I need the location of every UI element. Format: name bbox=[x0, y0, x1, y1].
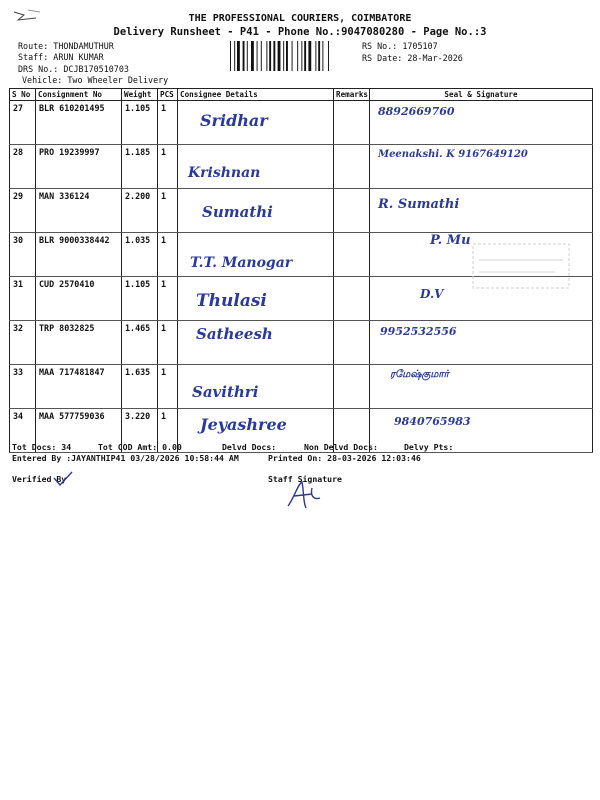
delivery-points: Delvy Pts: bbox=[404, 442, 454, 452]
signature-handwriting: R. Sumathi bbox=[378, 197, 460, 212]
rs-date: RS Date: 28-Mar-2026 bbox=[362, 53, 463, 63]
row-weight: 1.035 bbox=[122, 233, 158, 277]
signature-handwriting: P. Mu bbox=[430, 233, 471, 248]
row-pcs: 1 bbox=[158, 321, 178, 365]
row-weight: 1.465 bbox=[122, 321, 158, 365]
signature-handwriting: 8892669760 bbox=[378, 105, 455, 118]
barcode-bar bbox=[234, 41, 235, 71]
row-remarks bbox=[334, 365, 370, 409]
row-consignment-no: TRP 8032825 bbox=[36, 321, 122, 365]
row-seal-signature bbox=[370, 321, 593, 365]
row-remarks bbox=[334, 277, 370, 321]
row-remarks bbox=[334, 101, 370, 145]
row-sno: 29 bbox=[10, 189, 36, 233]
staff-signature-label: Staff Signature bbox=[268, 474, 342, 484]
runsheet-subtitle: Delivery Runsheet - P41 - Phone No.:9047080280 - Page No.:3 bbox=[113, 26, 487, 38]
barcode-bar bbox=[283, 41, 284, 71]
barcode-bar bbox=[237, 41, 240, 71]
verified-tick-mark bbox=[52, 470, 74, 488]
signature-handwriting: 9952532556 bbox=[380, 325, 457, 338]
row-seal-signature bbox=[370, 365, 593, 409]
signature-handwriting: ரமேஷ்குமார் bbox=[390, 369, 449, 380]
table-row bbox=[10, 409, 593, 453]
row-consignee-details bbox=[178, 233, 334, 277]
col-header-remarks: Remarks bbox=[334, 89, 370, 101]
barcode-bar bbox=[261, 41, 262, 71]
row-weight: 1.105 bbox=[122, 101, 158, 145]
barcode-bar bbox=[266, 41, 267, 71]
row-sno: 32 bbox=[10, 321, 36, 365]
row-consignee-details bbox=[178, 277, 334, 321]
consignee-handwriting: T.T. Manogar bbox=[190, 255, 293, 271]
row-weight: 3.220 bbox=[122, 409, 158, 453]
route-label: Route: THONDAMUTHUR bbox=[18, 41, 114, 51]
signature-handwriting: Meenakshi. K 9167649120 bbox=[378, 149, 528, 160]
row-sno: 34 bbox=[10, 409, 36, 453]
row-remarks bbox=[334, 321, 370, 365]
col-header-consignment: Consignment No bbox=[36, 89, 122, 101]
barcode-bar bbox=[322, 41, 323, 71]
row-pcs: 1 bbox=[158, 189, 178, 233]
col-header-pcs: PCS bbox=[158, 89, 178, 101]
row-sno: 27 bbox=[10, 101, 36, 145]
barcode-bar bbox=[286, 41, 288, 71]
barcode-bar bbox=[247, 41, 248, 71]
row-consignee-details bbox=[178, 365, 334, 409]
row-seal-signature bbox=[370, 145, 593, 189]
row-consignment-no: PRO 19239997 bbox=[36, 145, 122, 189]
delivered-docs: Delvd Docs: bbox=[222, 442, 277, 452]
staff-label: Staff: ARUN KUMAR bbox=[18, 52, 104, 62]
vehicle-label: Vehicle: Two Wheeler Delivery bbox=[22, 75, 169, 85]
barcode-image bbox=[230, 41, 358, 71]
consignee-handwriting: Thulasi bbox=[196, 291, 267, 311]
faded-stamp-image bbox=[465, 236, 575, 296]
row-sno: 30 bbox=[10, 233, 36, 277]
barcode-bar bbox=[269, 41, 271, 71]
row-seal-signature bbox=[370, 409, 593, 453]
consignee-handwriting: Sridhar bbox=[200, 111, 268, 130]
row-remarks bbox=[334, 145, 370, 189]
consignee-handwriting: Savithri bbox=[192, 383, 259, 401]
table-row bbox=[10, 321, 593, 365]
row-weight: 2.200 bbox=[122, 189, 158, 233]
row-remarks bbox=[334, 233, 370, 277]
consignee-handwriting: Krishnan bbox=[188, 165, 261, 181]
row-consignment-no: MAA 577759036 bbox=[36, 409, 122, 453]
row-pcs: 1 bbox=[158, 365, 178, 409]
barcode-bar bbox=[257, 41, 258, 71]
total-cod-amount: Tot COD Amt: 0.00 bbox=[98, 442, 182, 452]
col-header-sno: S No bbox=[10, 89, 36, 101]
consignee-handwriting: Satheesh bbox=[196, 325, 273, 343]
barcode-bar bbox=[273, 41, 275, 71]
row-consignment-no: CUD 2570410 bbox=[36, 277, 122, 321]
barcode-bar bbox=[308, 41, 311, 71]
company-title: THE PROFESSIONAL COURIERS, COIMBATORE bbox=[188, 13, 412, 24]
row-weight: 1.635 bbox=[122, 365, 158, 409]
row-remarks bbox=[334, 189, 370, 233]
staff-signature-image bbox=[284, 478, 324, 512]
entered-by: Entered By :JAYANTHIP41 03/28/2026 10:58:44 AM bbox=[12, 453, 239, 463]
col-header-seal-signature: Seal & Signature bbox=[370, 89, 593, 101]
row-pcs: 1 bbox=[158, 277, 178, 321]
barcode-bar bbox=[297, 41, 298, 71]
non-delivered-docs: Non Delvd Docs: bbox=[304, 442, 378, 452]
total-docs: Tot Docs: 34 bbox=[12, 442, 72, 452]
barcode-bar bbox=[318, 41, 320, 71]
verified-by-label: Verified By bbox=[12, 474, 67, 484]
row-pcs: 1 bbox=[158, 233, 178, 277]
consignee-handwriting: Jeyashree bbox=[200, 415, 287, 434]
row-pcs: 1 bbox=[158, 145, 178, 189]
row-consignee-details bbox=[178, 321, 334, 365]
row-consignee-details bbox=[178, 189, 334, 233]
signature-handwriting: 9840765983 bbox=[394, 415, 471, 428]
printed-on: Printed On: 28-03-2026 12:03:46 bbox=[268, 453, 421, 463]
barcode-bar bbox=[315, 41, 316, 71]
col-header-consignee: Consignee Details bbox=[178, 89, 334, 101]
barcode-bar bbox=[292, 41, 293, 71]
barcode-bar bbox=[301, 41, 302, 71]
row-sno: 33 bbox=[10, 365, 36, 409]
rs-number: RS No.: 1705107 bbox=[362, 41, 438, 51]
drs-label: DRS No.: DCJB170510703 bbox=[18, 64, 129, 74]
row-consignee-details bbox=[178, 145, 334, 189]
barcode-bar bbox=[278, 41, 281, 71]
table-row bbox=[10, 101, 593, 145]
barcode-bar bbox=[328, 41, 329, 71]
row-weight: 1.185 bbox=[122, 145, 158, 189]
row-consignee-details bbox=[178, 101, 334, 145]
barcode-bar bbox=[304, 41, 306, 71]
table-row bbox=[10, 145, 593, 189]
row-consignment-no: BLR 9000338442 bbox=[36, 233, 122, 277]
row-consignment-no: MAA 717481847 bbox=[36, 365, 122, 409]
row-seal-signature bbox=[370, 189, 593, 233]
row-pcs: 1 bbox=[158, 101, 178, 145]
row-consignment-no: BLR 610201495 bbox=[36, 101, 122, 145]
row-sno: 31 bbox=[10, 277, 36, 321]
table-header-row bbox=[10, 89, 593, 101]
table-row bbox=[10, 189, 593, 233]
barcode-bar bbox=[251, 41, 254, 71]
row-weight: 1.105 bbox=[122, 277, 158, 321]
barcode-bar bbox=[243, 41, 245, 71]
barcode-bar bbox=[230, 41, 231, 71]
row-pcs: 1 bbox=[158, 409, 178, 453]
row-seal-signature bbox=[370, 101, 593, 145]
table-row bbox=[10, 365, 593, 409]
row-consignment-no: MAN 336124 bbox=[36, 189, 122, 233]
signature-handwriting: D.V bbox=[420, 287, 444, 301]
consignee-handwriting: Sumathi bbox=[202, 203, 273, 221]
row-sno: 28 bbox=[10, 145, 36, 189]
col-header-weight: Weight bbox=[122, 89, 158, 101]
